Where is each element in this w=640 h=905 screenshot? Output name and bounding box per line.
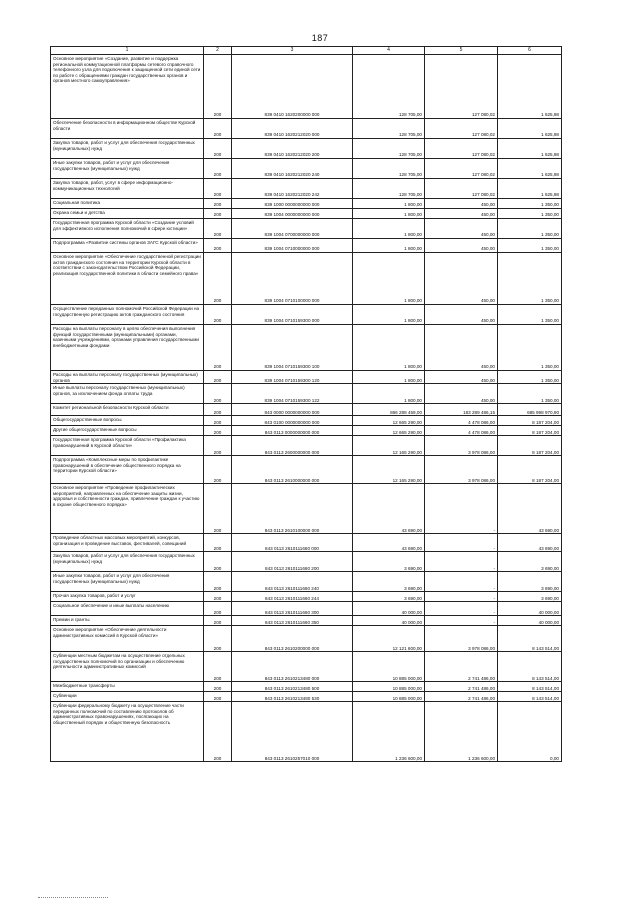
cell-c4: 10 885 000,00 [353,682,425,692]
cell-c2: 200 [204,692,232,702]
table-row [51,305,562,325]
cell-c2: 200 [204,179,232,199]
cell-c6: 1 350,00 [498,199,562,209]
cell-c1: Проведение областных массовых мероприятий, конкурсов, организация и проведение выставок, фестивалей, совещаний [51,534,204,552]
cell-c2: 200 [204,652,232,682]
cell-c4: 1 800,00 [353,384,425,404]
budget-table [50,46,562,762]
cell-c5: 127 080,02 [425,119,498,139]
cell-c1: Расходы на выплаты персоналу в целях обеспечения выполнения функций государственными (муниципальными) органами, казенными учреждениями, органами управления государственными внебюджетными фондами [51,325,204,371]
cell-c3: 843 0113 2610213480 000 [232,652,353,682]
cell-c2: 200 [204,239,232,253]
cell-c5: 1 236 600,00 [425,702,498,762]
cell-c4: 128 705,00 [353,159,425,179]
table-row [51,119,562,139]
cell-c6: 43 690,00 [498,484,562,534]
cell-c4: 1 800,00 [353,253,425,305]
table-row [51,702,562,762]
cell-c2: 200 [204,602,232,616]
cell-c6: 1 625,98 [498,179,562,199]
table-row [51,371,562,384]
cell-c6: 1 625,98 [498,55,562,119]
cell-c3: 843 0113 2610257010 000 [232,702,353,762]
cell-c4: 1 800,00 [353,219,425,239]
table-row [51,456,562,484]
cell-c5: 450,00 [425,305,498,325]
cell-c6: 1 350,00 [498,209,562,219]
cell-c5: 450,00 [425,209,498,219]
cell-c4: 1 800,00 [353,199,425,209]
cell-c3: 839 1004 0700000000 000 [232,219,353,239]
cell-c6: 40 000,00 [498,602,562,616]
cell-c3: 843 0113 2610111660 000 [232,534,353,552]
cell-c3: 839 1000 0000000000 000 [232,199,353,209]
cell-c5: 4 478 086,00 [425,416,498,426]
cell-c5: 3 978 086,00 [425,436,498,456]
cell-c4: 12 121 600,00 [353,626,425,652]
cell-c2: 200 [204,702,232,762]
table-row [51,616,562,626]
cell-c6: 1 350,00 [498,384,562,404]
cell-c6: 8 187 204,00 [498,456,562,484]
cell-c6: 1 350,00 [498,325,562,371]
table-row [51,484,562,534]
cell-c4: 3 690,00 [353,592,425,602]
cell-c6: 8 187 204,00 [498,416,562,426]
cell-c5: 450,00 [425,199,498,209]
cell-c2: 200 [204,616,232,626]
table-row [51,239,562,253]
table-row [51,139,562,159]
cell-c1: Расходы на выплаты персоналу государственных (муниципальных) органов [51,371,204,384]
cell-c3: 839 1004 0710159300 000 [232,305,353,325]
cell-c1: Основное мероприятие «Обеспечение государственной регистрации актов гражданского состояния на территории Курской области в соответствии с законодательством Российской Федерации, реализация государственной политики в области семейного права» [51,253,204,305]
cell-c4: 40 000,00 [353,616,425,626]
cell-c4: 1 800,00 [353,305,425,325]
cell-c1: Основное мероприятие «Обеспечение деятельности административных комиссий в Курской области» [51,626,204,652]
cell-c3: 843 0113 2610111660 200 [232,552,353,572]
table-row [51,534,562,552]
cell-c6: 1 625,98 [498,119,562,139]
cell-c5: 450,00 [425,384,498,404]
cell-c2: 200 [204,552,232,572]
table-row [51,552,562,572]
cell-c5: 127 080,02 [425,55,498,119]
cell-c2: 200 [204,384,232,404]
cell-c6: 3 690,00 [498,552,562,572]
cell-c4: 3 690,00 [353,572,425,592]
cell-c2: 200 [204,119,232,139]
cell-c2: 200 [204,682,232,692]
cell-c6: 1 350,00 [498,371,562,384]
table-row [51,436,562,456]
cell-c1: Общегосударственные вопросы [51,416,204,426]
header-cell-3: 3 [232,47,353,55]
table-row [51,626,562,652]
cell-c5: 450,00 [425,325,498,371]
cell-c6: 3 690,00 [498,572,562,592]
cell-c1: Комитет региональной безопасности Курской области [51,404,204,416]
cell-c3: 839 0410 1620200000 000 [232,55,353,119]
cell-c2: 200 [204,456,232,484]
cell-c3: 843 0000 0000000000 000 [232,404,353,416]
cell-c5: 3 978 086,00 [425,456,498,484]
cell-c6: 0,00 [498,702,562,762]
cell-c2: 200 [204,199,232,209]
cell-c5: 127 080,02 [425,179,498,199]
table-row [51,426,562,436]
cell-c6: 1 625,98 [498,139,562,159]
cell-c1: Государственная программа Курской области «Создание условий для эффективного исполнения полномочий в сфере юстиции» [51,219,204,239]
table-row [51,179,562,199]
cell-c3: 839 1004 0710100000 000 [232,253,353,305]
table-row [51,652,562,682]
cell-c5: - [425,484,498,534]
cell-c5: - [425,534,498,552]
cell-c5: - [425,592,498,602]
cell-c5: 450,00 [425,253,498,305]
cell-c1: Обеспечение безопасности в информационном обществе Курской области [51,119,204,139]
table-row [51,384,562,404]
cell-c1: Закупка товаров, работ и услуг для обеспечения государственных (муниципальных) нужд [51,552,204,572]
cell-c6: 8 143 514,00 [498,652,562,682]
cell-c2: 200 [204,305,232,325]
cell-c2: 200 [204,404,232,416]
cell-c6: 8 143 514,00 [498,692,562,702]
table-header-row [51,47,562,55]
cell-c3: 843 0113 0000000000 000 [232,426,353,436]
cell-c1: Социальная политика [51,199,204,209]
cell-c5: 183 289 486,15 [425,404,498,416]
cell-c3: 839 0410 1620212020 240 [232,159,353,179]
cell-c3: 839 0410 1620212020 200 [232,139,353,159]
table-row [51,416,562,426]
cell-c5: 2 741 486,00 [425,682,498,692]
cell-c1: Прочая закупка товаров, работ и услуг [51,592,204,602]
header-cell-2: 2 [204,47,232,55]
cell-c5: 450,00 [425,371,498,384]
cell-c4: 43 690,00 [353,534,425,552]
cell-c2: 200 [204,592,232,602]
cell-c1: Осуществление переданных полномочий Российской Федерации на государственную регистрацию актов гражданского состояния [51,305,204,325]
cell-c3: 839 1004 0000000000 000 [232,209,353,219]
cell-c5: 127 080,02 [425,139,498,159]
table-row [51,325,562,371]
cell-c2: 200 [204,209,232,219]
cell-c5: - [425,602,498,616]
cell-c3: 843 0113 2610111660 240 [232,572,353,592]
table-row [51,682,562,692]
table-row [51,692,562,702]
cell-c6: 40 000,00 [498,616,562,626]
cell-c1: Основное мероприятие «Создание, развитие и поддержка региональной коммутационной платформы сетевого справочного телефонного узла для подключения к защищенной сети единой сети по работе с обращениями граждан государственных органов и органов местного самоуправления» [51,55,204,119]
cell-c4: 1 800,00 [353,239,425,253]
cell-c5: 450,00 [425,219,498,239]
cell-c1: Подпрограмма «Комплексные меры по профилактике правонарушений в обеспечение общественного порядка на территории Курской области» [51,456,204,484]
cell-c2: 200 [204,219,232,239]
cell-c5: 2 741 486,00 [425,692,498,702]
cell-c5: 450,00 [425,239,498,253]
table-row [51,55,562,119]
cell-c4: 128 705,00 [353,179,425,199]
cell-c6: 3 690,00 [498,592,562,602]
cell-c6: 1 350,00 [498,253,562,305]
cell-c1: Подпрограмма «Развитие системы органов ЗАГС Курской области» [51,239,204,253]
cell-c4: 866 288 459,00 [353,404,425,416]
cell-c3: 843 0113 2610111660 350 [232,616,353,626]
cell-c2: 200 [204,534,232,552]
cell-c1: Субвенции [51,692,204,702]
cell-c1: Межбюджетные трансферты [51,682,204,692]
cell-c6: 1 350,00 [498,239,562,253]
cell-c1: Закупка товаров, работ, услуг в сфере информационно-коммуникационных технологий [51,179,204,199]
cell-c1: Иные выплаты персоналу государственных (муниципальных) органов, за исключением фонда оплаты труда [51,384,204,404]
table-row [51,253,562,305]
cell-c1: Субвенции федеральному бюджету на осуществление части переданных полномочий по составлению протоколов об административных правонарушениях, посягающих на общественный порядок и общественную безопасность [51,702,204,762]
cell-c2: 200 [204,371,232,384]
cell-c2: 200 [204,626,232,652]
cell-c3: 843 0113 2610100000 000 [232,484,353,534]
cell-c4: 10 885 000,00 [353,692,425,702]
cell-c6: 8 187 204,00 [498,426,562,436]
cell-c6: 1 350,00 [498,219,562,239]
table-row [51,219,562,239]
cell-c4: 128 705,00 [353,119,425,139]
cell-c3: 839 1004 0710000000 000 [232,239,353,253]
cell-c4: 1 800,00 [353,209,425,219]
cell-c5: - [425,572,498,592]
table-row [51,404,562,416]
cell-c5: 3 978 086,00 [425,626,498,652]
page-number: 187 [311,33,329,43]
cell-c2: 200 [204,484,232,534]
cell-c4: 40 000,00 [353,602,425,616]
cell-c1: Премии и гранты [51,616,204,626]
cell-c1: Иные закупки товаров, работ и услуг для обеспечения государственных (муниципальных) нужд [51,572,204,592]
cell-c1: Основное мероприятие «Проведение профилактических мероприятий, направленных на обеспечение защиты жизни, здоровья и собственности граждан, привлечение граждан к участию в охране общественного порядка» [51,484,204,534]
cell-c2: 200 [204,55,232,119]
cell-c3: 843 0113 2610213480 500 [232,682,353,692]
cell-c4: 12 165 290,00 [353,456,425,484]
cell-c6: 1 625,98 [498,159,562,179]
table-row [51,592,562,602]
cell-c3: 839 0410 1620212020 242 [232,179,353,199]
cell-c5: 2 741 486,00 [425,652,498,682]
table-row [51,209,562,219]
cell-c5: - [425,552,498,572]
cell-c6: 8 143 514,00 [498,682,562,692]
cell-c3: 839 0410 1620212020 000 [232,119,353,139]
cell-c4: 10 885 000,00 [353,652,425,682]
cell-c1: Иные закупки товаров, работ и услуг для обеспечения государственных (муниципальных) нужд [51,159,204,179]
cell-c4: 43 690,00 [353,484,425,534]
cell-c4: 1 800,00 [353,325,425,371]
cell-c4: 1 800,00 [353,371,425,384]
cell-c4: 1 236 600,00 [353,702,425,762]
cell-c1: Закупка товаров, работ и услуг для обеспечения государственных (муниципальных) нужд [51,139,204,159]
header-cell-5: 5 [425,47,498,55]
cell-c1: Охрана семьи и детства [51,209,204,219]
cell-c2: 200 [204,253,232,305]
cell-c2: 200 [204,159,232,179]
cell-c3: 843 0113 2610200000 000 [232,626,353,652]
table-row [51,602,562,616]
cell-c1: Государственная программа Курской области «Профилактика правонарушений в Курской области» [51,436,204,456]
cell-c6: 1 350,00 [498,305,562,325]
cell-c4: 12 665 290,00 [353,416,425,426]
cell-c3: 839 1004 0710159300 100 [232,325,353,371]
cell-c4: 128 705,00 [353,139,425,159]
cell-c2: 200 [204,139,232,159]
cell-c5: 4 478 086,00 [425,426,498,436]
cell-c5: - [425,616,498,626]
cell-c5: 127 080,02 [425,159,498,179]
table-row [51,572,562,592]
cell-c2: 200 [204,325,232,371]
cell-c4: 3 690,00 [353,552,425,572]
cell-c2: 200 [204,572,232,592]
header-cell-6: 6 [498,47,562,55]
cell-c4: 128 705,00 [353,55,425,119]
cell-c6: 685 998 970,90 [498,404,562,416]
table-row [51,159,562,179]
cell-c4: 12 665 290,00 [353,426,425,436]
cell-c4: 12 165 290,00 [353,436,425,456]
cell-c3: 839 1004 0710159300 122 [232,384,353,404]
cell-c2: 200 [204,416,232,426]
cell-c3: 843 0100 0000000000 000 [232,416,353,426]
cell-c1: Другие общегосударственные вопросы [51,426,204,436]
footer-mark [38,897,108,901]
cell-c3: 843 0113 2610000000 000 [232,456,353,484]
cell-c3: 843 0113 2610213480 530 [232,692,353,702]
table-row [51,199,562,209]
cell-c3: 843 0113 2610111660 244 [232,592,353,602]
cell-c3: 843 0113 2610111660 300 [232,602,353,616]
header-cell-4: 4 [353,47,425,55]
cell-c6: 8 187 204,00 [498,436,562,456]
cell-c1: Субвенции местным бюджетам на осуществление отдельных государственных полномочий по организации и обеспечению деятельности административных комиссий [51,652,204,682]
cell-c3: 839 1004 0710159300 120 [232,371,353,384]
cell-c1: Социальное обеспечение и иные выплаты населению [51,602,204,616]
cell-c3: 843 0113 2600000000 000 [232,436,353,456]
cell-c6: 43 690,00 [498,534,562,552]
cell-c6: 8 143 514,00 [498,626,562,652]
header-cell-1: 1 [51,47,204,55]
cell-c2: 200 [204,436,232,456]
cell-c2: 200 [204,426,232,436]
